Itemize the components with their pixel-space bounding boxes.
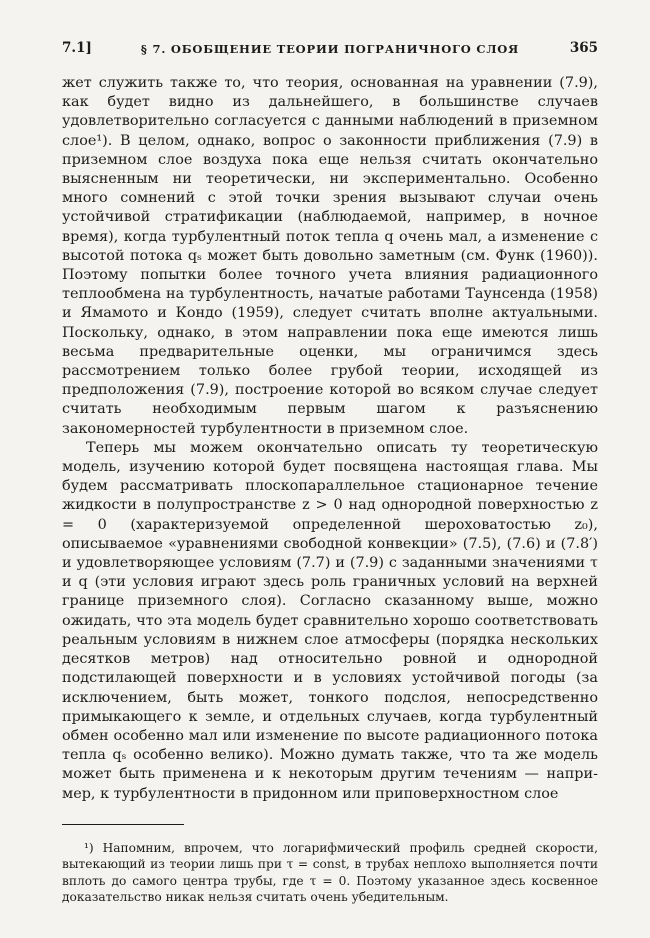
footnote: ¹) Напомним, впрочем, что логарифмический профиль средней скорости, вытекающий из теории лишь при τ = const, в трубах неплохо выполняется почти вплоть до самого центра трубы, где τ = 0. Поэтому указанное здесь косвенное доказательство никак нельзя считать очень убедительным. <box>62 840 598 904</box>
main-text <box>62 74 598 804</box>
paragraph-continuation: жет служить также то, что теория, основанная на уравнении (7.9), как будет видно из дальнейшего, в большинстве случаев удовлетворительно согласуется с данными наблюдений в приземном слое¹). В целом, однако, вопрос о законности приближения (7.9) в приземном слое воздуха пока еще нельзя считать окончательно выясненным ни теоретически, ни экспериментально. Особенно много сомнений с этой точки зрения вызывают случаи очень устойчивой стратификации (наблюдаемой, например, в ночное время), когда турбулентный поток тепла q очень мал, а изменение с высотой потока qₛ может быть довольно заметным (см. Функ (1960)). Поэтому попытки более точного учета влияния радиационного теплообмена на турбулентность, начатые работами Таунсенда (1958) и Ямамото и Кондо (1959), следует считать вполне актуальными. Поскольку, однако, в этом направлении пока еще имеются лишь весьма предварительные оценки, мы ограничимся здесь рассмотрением только более грубой теории, исходящей из предположения (7.9), построение которой во всяком случае следует считать необходимым первым шагом к разъяснению закономерностей турбулентности в приземном слое. <box>62 75 598 437</box>
book-page <box>62 40 598 905</box>
running-header <box>62 40 598 62</box>
page-number: 365 <box>569 40 598 56</box>
section-number: 7.1] <box>62 40 92 56</box>
chapter-title: § 7. ОБОБЩЕНИЕ ТЕОРИИ ПОГРАНИЧНОГО СЛОЯ <box>140 42 520 56</box>
paragraph-model-description: Теперь мы можем окончательно описать ту теоретическую модель, изучению которой будет посвящена настоящая глава. Мы будем рассматривать плоскопараллельное стационарное течение жидкости в полупространстве z > 0 над однородной поверхностью z = 0 (характеризуемой определенной шероховатостью z₀), описываемое «уравнениями свободной конвекции» (7.5), (7.6) и (7.8′) и удовлетворяющее условиям (7.7) и (7.9) с заданными значениями τ и q (эти условия играют здесь роль граничных условий на верхней границе приземного слоя). Согласно сказанному выше, можно ожидать, что эта модель будет сравнительно хорошо соответствовать реальным условиям в нижнем слое атмосферы (порядка нескольких десятков метров) над относительно ровной и однородной подстилающей поверхности и в условиях устойчивой погоды (за исключением, быть может, тонкого подслоя, непосредственно примыкающего к земле, и отдельных случаев, когда турбулентный обмен особенно мал или изменение по высоте радиационного потока тепла qₛ особенно велико). Можно думать также, что та же модель может быть применена и к некоторым другим течениям — например, к турбулентности в придонном или приповерхностном слое <box>62 439 598 802</box>
footnote-separator <box>62 824 184 825</box>
